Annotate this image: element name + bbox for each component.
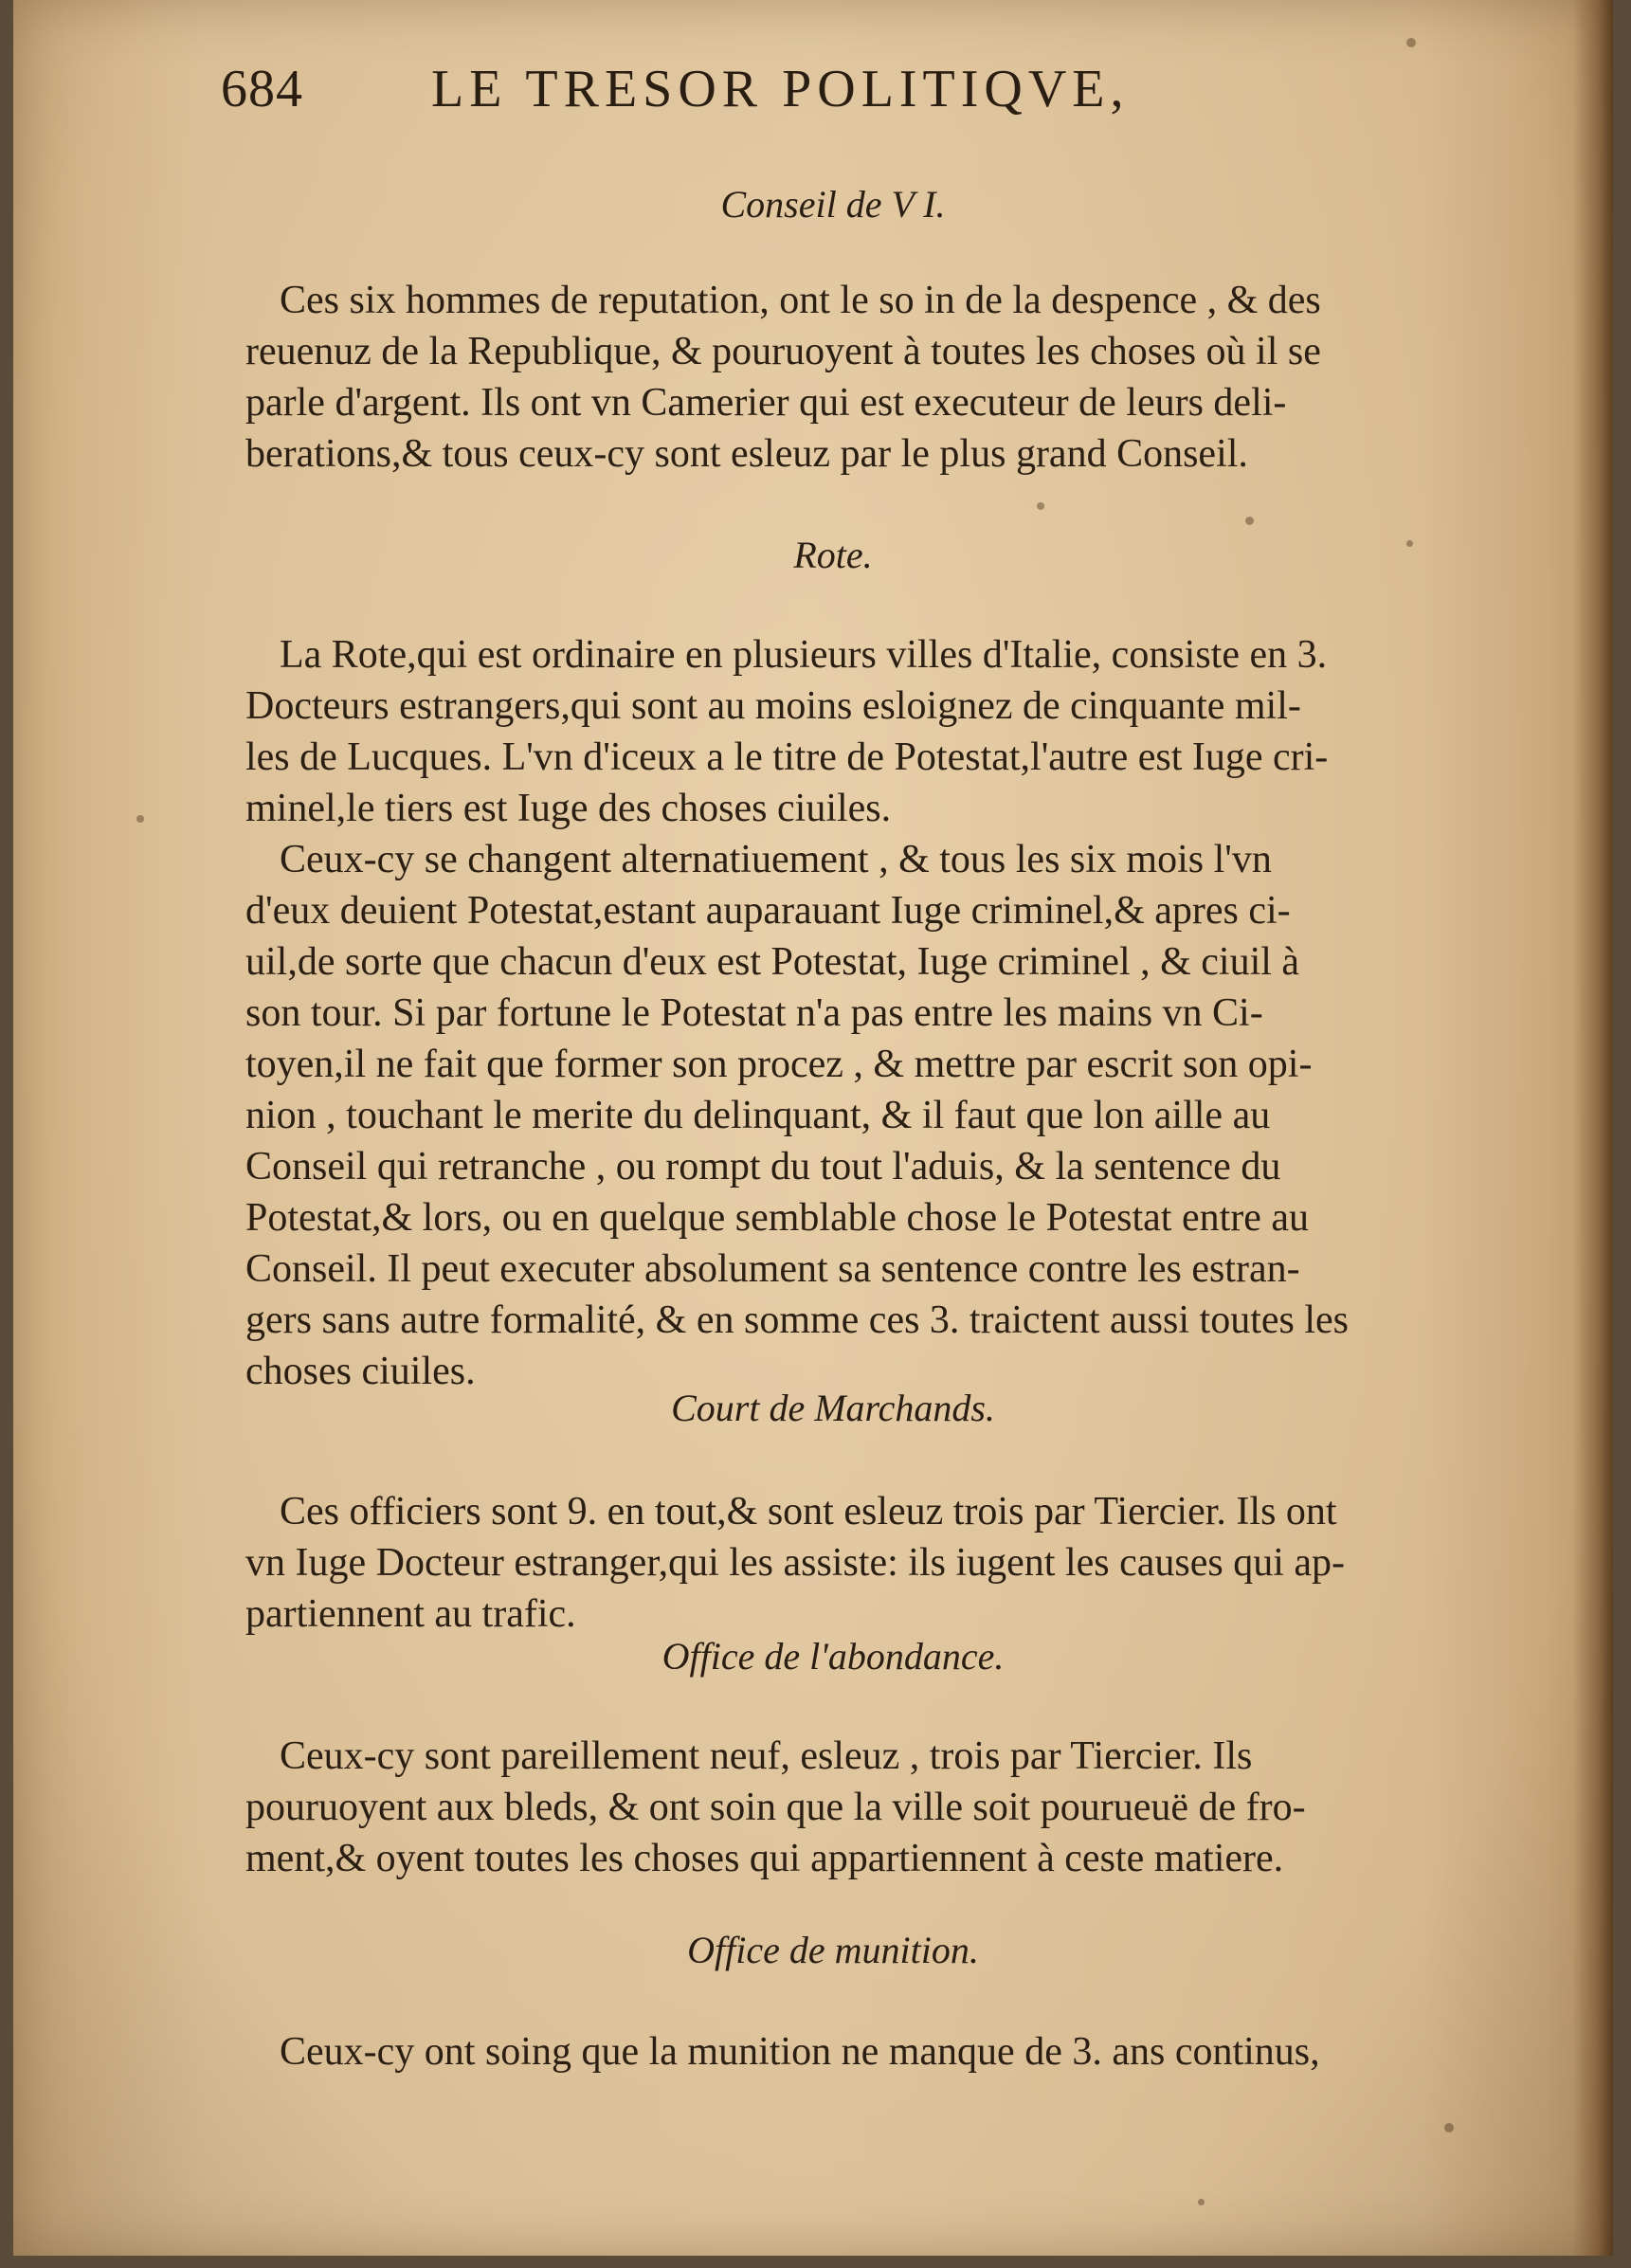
text-line: minel,le tiers est Iuge des choses ciuiles. (245, 787, 892, 830)
text-line: Docteurs estrangers,qui sont au moins esloignez de cinquante mil- (245, 684, 1301, 728)
text-line: Ces officiers sont 9. en tout,& sont esleuz trois par Tiercier. Ils ont (280, 1490, 1337, 1533)
paper-speck (136, 815, 144, 823)
text-line: La Rote,qui est ordinaire en plusieurs villes d'Italie, consiste en 3. (280, 633, 1328, 677)
text-line: uil,de sorte que chacun d'eux est Potestat, Iuge criminel , & ciuil à (245, 940, 1300, 984)
book-page (13, 0, 1613, 2256)
paragraph (245, 1731, 1477, 1884)
paragraph (245, 1486, 1477, 1640)
text-line: les de Lucques. L'vn d'iceux a le titre de Potestat,l'autre est Iuge cri- (245, 735, 1329, 779)
section-heading: Office de munition. (687, 1929, 979, 1971)
text-line: pouruoyent aux bleds, & ont soin que la ville soit pourueuë de fro- (245, 1786, 1306, 1829)
text-line: Potestat,& lors, ou en quelque semblable chose le Potestat entre au (245, 1196, 1310, 1240)
text-line: reuenuz de la Republique, & pouruoyent à toutes les choses où il se (245, 330, 1321, 373)
section-heading: Court de Marchands. (671, 1387, 995, 1429)
paper-speck (1245, 517, 1254, 525)
page-gutter-shadow (1573, 0, 1613, 2256)
text-line: Ceux-cy se changent alternatiuement , & tous les six mois l'vn (280, 838, 1272, 881)
text-line: Conseil. Il peut executer absolument sa sentence contre les estran- (245, 1247, 1300, 1291)
text-line: Ceux-cy ont soing que la munition ne manque de 3. ans continus, (280, 2030, 1320, 2074)
text-line: Ceux-cy sont pareillement neuf, esleuz , trois par Tiercier. Ils (280, 1734, 1253, 1778)
running-head (217, 59, 1278, 125)
paper-speck (1406, 38, 1416, 47)
text-line: toyen,il ne fait que former son procez , & mettre par escrit son opi- (245, 1043, 1313, 1086)
paper-speck (1198, 2199, 1205, 2205)
paragraph (245, 2026, 1477, 2077)
text-line: ment,& oyent toutes les choses qui appartiennent à ceste matiere. (245, 1837, 1284, 1880)
text-line: partiennent au trafic. (245, 1592, 576, 1636)
text-line: Ces six hommes de reputation, ont le so in de la despence , & des (280, 279, 1321, 322)
text-line: gers sans autre formalité, & en somme ces 3. traictent aussi toutes les (245, 1298, 1350, 1342)
text-line: choses ciuiles. (245, 1350, 476, 1393)
paragraph (245, 834, 1477, 1397)
text-line: son tour. Si par fortune le Potestat n'a pas entre les mains vn Ci- (245, 991, 1263, 1035)
text-line: Conseil qui retranche , ou rompt du tout l'aduis, & la sentence du (245, 1145, 1281, 1188)
section-heading: Rote. (793, 534, 873, 576)
text-line: d'eux deuient Potestat,estant auparauant Iuge criminel,& apres ci- (245, 889, 1291, 933)
text-line: parle d'argent. Ils ont vn Camerier qui est executeur de leurs deli- (245, 381, 1287, 425)
text-line: berations,& tous ceux-cy sont esleuz par le plus grand Conseil. (245, 432, 1248, 476)
running-title: LE TRESOR POLITIQVE, (431, 60, 1130, 118)
paragraph (245, 275, 1477, 480)
paper-speck (1444, 2123, 1454, 2132)
section-heading: Conseil de V I. (720, 183, 946, 226)
text-line: vn Iuge Docteur estranger,qui les assiste: ils iugent les causes qui ap- (245, 1541, 1346, 1585)
text-line: nion , touchant le merite du delinquant, & il faut que lon aille au (245, 1094, 1271, 1137)
paragraph (245, 629, 1477, 834)
page-number: 684 (221, 60, 303, 118)
section-heading: Office de l'abondance. (661, 1635, 1005, 1678)
paper-speck (1037, 502, 1044, 510)
